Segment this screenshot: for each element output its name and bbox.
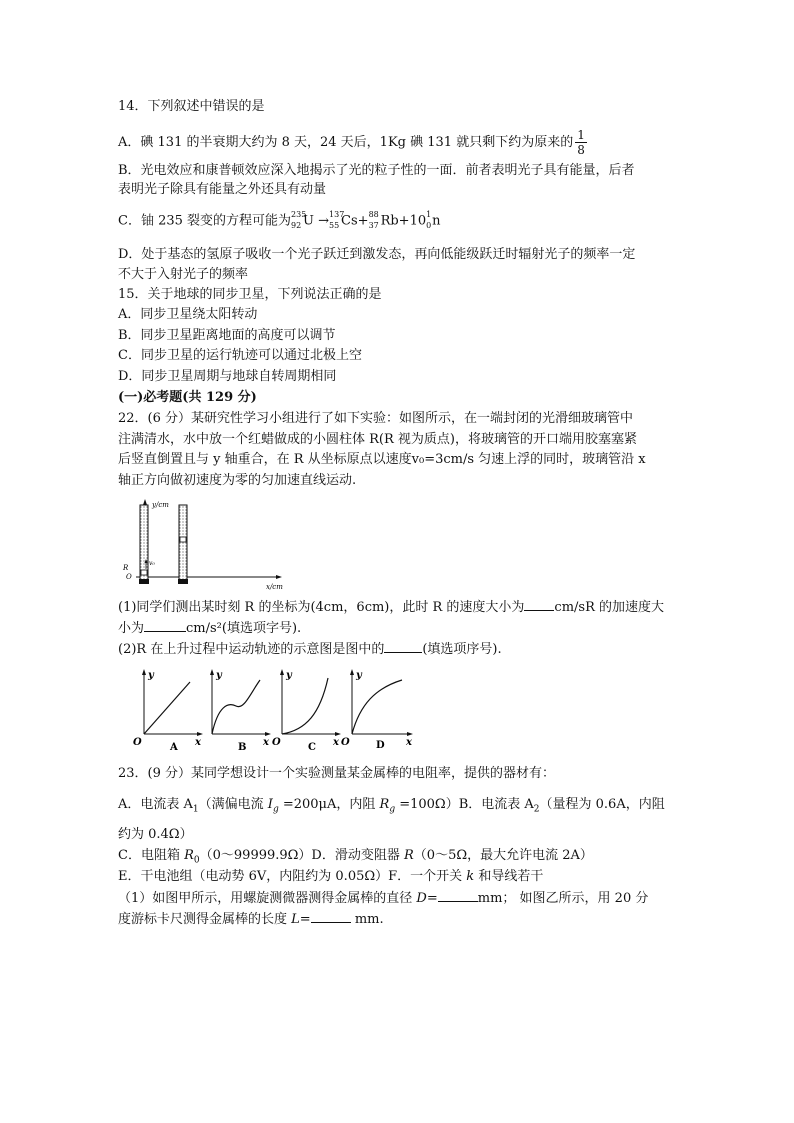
nuclide-rb88: 88 37 [368,210,379,230]
q14-option-c: C．铀 235 裂变的方程可能为 235 92 U → 137 55 Cs+ 88 37 Rb+10 1 0 n [118,210,441,230]
svg-text:y: y [216,670,222,681]
answer-blank-speed[interactable] [524,598,554,611]
q22-part1-line2: 小为 cm/s²(填选项字号). [118,621,302,636]
svg-text:x: x [333,737,339,748]
q23-option-a-line1: A．电流表 $A_1$（满偏电流 $I_g =200\mu A$，内阻 $R_g =100\Omega)B$．电流表 $A_2$（量程为 0.6A，内阻 [118,797,665,815]
fig-origin-label: O [126,573,132,581]
q14-option-a [118,128,587,157]
axis-arrow-icon [210,669,214,675]
answer-blank-trajectory[interactable] [384,640,422,653]
x-axis-arrow-icon [276,575,282,579]
option-b-label: B [238,742,247,753]
axis-arrow-icon [350,669,354,675]
fig-xlabel: x/cm [266,583,283,591]
tube-1-stopper [139,579,149,584]
svg-text:O: O [272,737,281,748]
option-d-graph [341,669,413,751]
q14-title: 14．下列叙述中错误的是 [118,99,265,114]
trajectory-d [352,680,402,734]
q15-option-c: C．同步卫星的运行轨迹可以通过北极上空 [118,348,362,363]
svg-text:O: O [341,737,350,748]
answer-blank-diameter[interactable] [438,889,478,902]
trajectory-a [144,682,190,734]
wax-cylinder-1 [141,570,147,575]
q23-option-ef: E．干电池组（电动势 6V，内阻约为 0.05Ω）F．一个开关 k 和导线若干 [118,869,544,884]
answer-blank-length[interactable] [311,910,351,923]
glass-tube-1 [140,505,148,581]
q23-option-a-line2: 约为 0.4Ω） [118,827,193,842]
q15-option-b: B．同步卫星距离地面的高度可以调节 [118,328,336,343]
q14-option-a-text: A．碘 131 的半衰期大约为 8 天，24 天后，1Kg 碘 131 就只剩下约为原来的 [118,135,574,150]
q15-title: 15．关于地球的同步卫星，下列说法正确的是 [118,287,382,302]
tube-experiment-figure [116,497,296,593]
q23-step1-line2: 度游标卡尺测得金属棒的长度 L= mm. [118,912,384,927]
svg-text:x: x [195,737,201,748]
axis-arrow-icon [280,669,284,675]
axis-arrow-icon [335,732,341,736]
svg-text:y: y [356,670,362,681]
option-a-label: A [170,742,178,753]
wax-cylinder-2 [180,537,186,542]
tube-2-stopper [178,579,188,584]
q23-option-cd: C．电阻箱 $R_0(0\sim 99999.9\Omega)D$．滑动变阻器 R（0～5Ω，最大允许电流 2A） [118,848,593,866]
option-c-graph [272,669,341,753]
answer-blank-acceleration[interactable] [144,619,186,632]
trajectory-b [212,680,260,734]
axis-arrow-icon [407,732,413,736]
q22-line3: 后竖直倒置且与 y 轴重合，在 R 从坐标原点以速度v₀=3cm/s 匀速上浮的同时，玻璃管沿 x [118,452,646,467]
option-c-label: C [308,742,316,753]
svg-text:O: O [133,737,142,748]
q22-line1: 22．(6 分）某研究性学习小组进行了如下实验：如图所示，在一端封闭的光滑细玻璃管中 [118,411,634,426]
nuclide-cs137: 137 55 [329,210,345,230]
svg-text:x: x [406,737,412,748]
svg-text:y: y [148,670,154,681]
q23-step1-line1: （1）如图甲所示，用螺旋测微器测得金属棒的直径 D= mm； 如图乙所示，用 20 分 [118,891,649,906]
trajectory-options-figure [128,664,420,754]
section-heading: (一)必考题(共 129 分) [118,390,257,405]
axis-arrow-icon [142,669,146,675]
q22-part2: (2)R 在上升过程中运动轨迹的示意图是图中的 (填选项序号). [118,642,502,657]
option-d-label: D [376,740,385,751]
nuclide-neutron: 1 0 [426,210,432,230]
option-a-graph [133,669,203,753]
q14-option-b-line2: 表明光子除具有能量之外还具有动量 [118,182,327,197]
trajectory-c [282,678,328,734]
nuclide-u235: 235 92 [291,210,307,230]
fig-r-label: R [123,564,129,572]
svg-text:x: x [263,737,269,748]
svg-text:y: y [286,670,292,681]
axis-arrow-icon [197,732,203,736]
q14-option-b-line1: B．光电效应和康普顿效应深入地揭示了光的粒子性的一面．前者表明光子具有能量，后者 [118,163,635,178]
fig-v0-label: v₀ [149,560,155,567]
q22-part1-line1: (1)同学们测出某时刻 R 的坐标为(4cm，6cm)，此时 R 的速度大小为 cm/sR 的加速度大 [118,600,665,615]
q23-line1: 23．(9 分）某同学想设计一个实验测量某金属棒的电阻率，提供的器材有： [118,766,556,781]
q14-option-d-line2: 不大于入射光子的频率 [118,267,249,282]
q22-line4: 轴正方向做初速度为零的匀加速直线运动. [118,473,357,488]
axis-arrow-icon [265,732,271,736]
q15-option-a: A．同步卫星绕太阳转动 [118,307,258,322]
fig-ylabel: y/cm [152,501,169,509]
fraction-one-eighth: $\frac{1}{8}$ [577,128,585,157]
glass-tube-2 [179,505,187,581]
q15-option-d: D．同步卫星周期与地球自转周期相同 [118,369,337,384]
option-b-graph [210,669,271,753]
q14-option-d-line1: D．处于基态的氢原子吸收一个光子跃迁到激发态，再向低能级跃迁时辐射光子的频率一定 [118,247,636,262]
y-axis-arrow-icon [143,499,147,505]
q22-line2: 注满清水，水中放一个红蜡做成的小圆柱体 R(R 视为质点)，将玻璃管的开口端用胶塞塞紧 [118,432,637,447]
